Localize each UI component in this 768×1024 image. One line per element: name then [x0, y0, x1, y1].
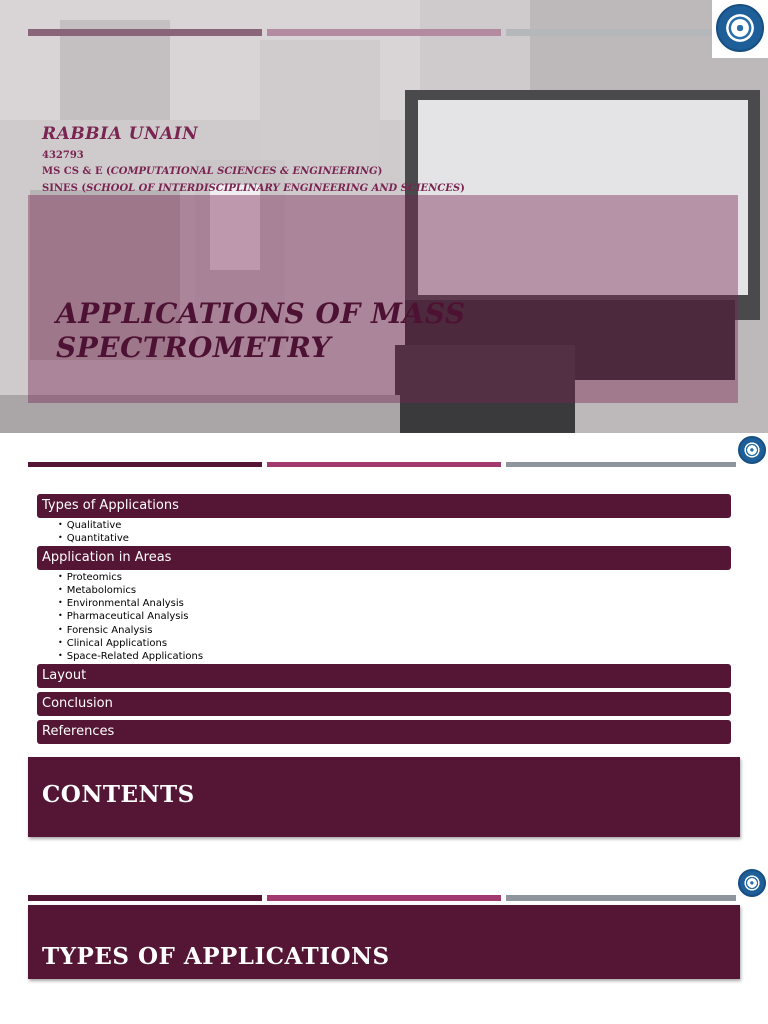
list-item: • Pharmaceutical Analysis: [58, 611, 189, 622]
accent-bar-dark: [28, 895, 262, 901]
accent-bar-dark: [28, 462, 262, 467]
presentation-title: APPLICATIONS OF MASS SPECTROMETRY: [56, 297, 466, 364]
list-item: • Proteomics: [58, 572, 123, 583]
accent-bar-pink: [267, 462, 501, 467]
accent-bar-dark: [28, 29, 262, 36]
section-header: Conclusion: [37, 692, 731, 716]
school-line: SINES (SCHOOL OF INTERDISCIPLINARY ENGINEERING AND SCIENCES): [42, 183, 465, 194]
university-seal-icon: [738, 436, 766, 464]
section-header: Types of Applications: [37, 494, 731, 518]
accent-bar-gray: [506, 29, 736, 36]
list-item: • Space-Related Applications: [58, 651, 204, 662]
types-slide: [0, 859, 768, 1024]
list-item: • Clinical Applications: [58, 638, 168, 649]
section-header: References: [37, 720, 731, 744]
accent-bar-gray: [506, 462, 736, 467]
accent-bar-gray: [506, 895, 736, 901]
university-seal-icon: [716, 4, 764, 52]
contents-title-box: [28, 757, 740, 837]
contents-slide: [0, 433, 768, 859]
logo-container: [712, 0, 768, 58]
student-id: 432793: [42, 150, 84, 161]
title-box: [28, 195, 738, 403]
accent-bar-pink: [267, 895, 501, 901]
title-slide: [0, 0, 768, 433]
list-item: • Quantitative: [58, 533, 129, 544]
university-seal-icon: [738, 869, 766, 897]
program-line: MS CS & E (COMPUTATIONAL SCIENCES & ENGINEERING): [42, 166, 383, 177]
list-item: • Environmental Analysis: [58, 598, 184, 609]
list-item: • Qualitative: [58, 520, 122, 531]
section-title-box: [28, 905, 740, 979]
author-name: RABBIA UNAIN: [42, 124, 199, 144]
section-header: Layout: [37, 664, 731, 688]
list-item: • Forensic Analysis: [58, 625, 153, 636]
slide-title: TYPES OF APPLICATIONS: [42, 943, 390, 970]
slide-title: CONTENTS: [42, 781, 195, 808]
accent-bar-pink: [267, 29, 501, 36]
section-header: Application in Areas: [37, 546, 731, 570]
list-item: • Metabolomics: [58, 585, 137, 596]
